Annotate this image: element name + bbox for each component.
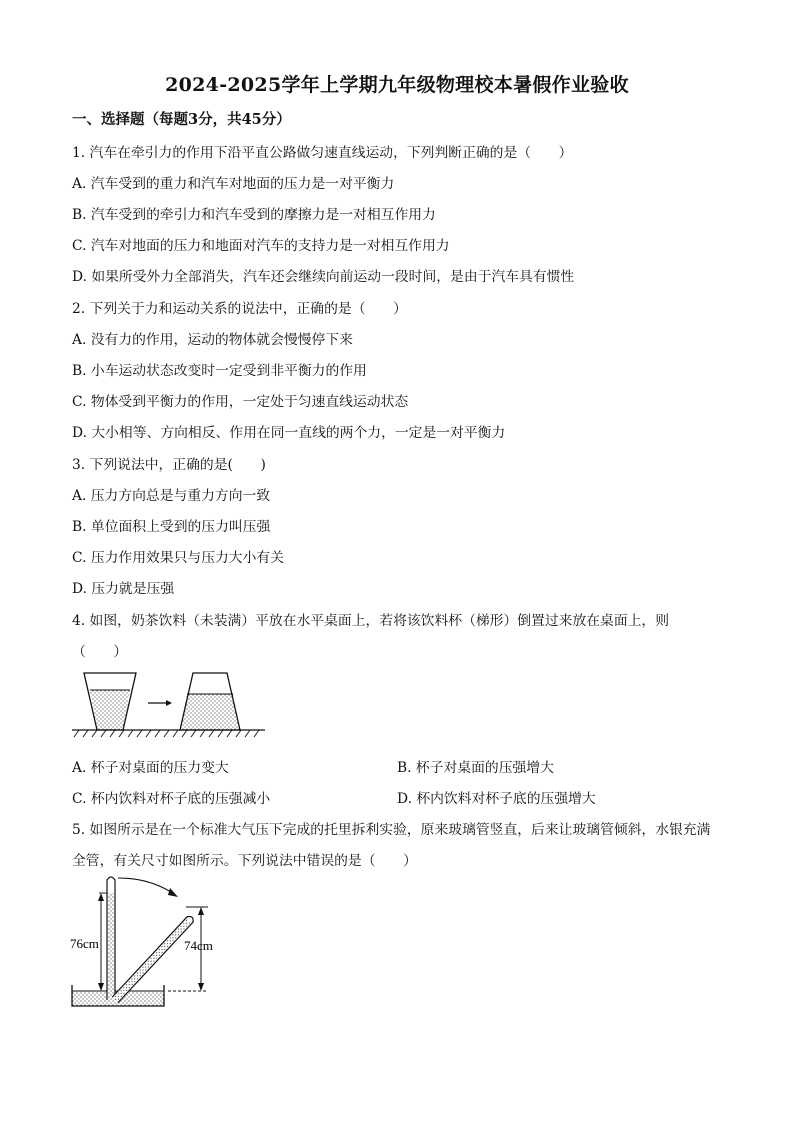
- q1-option-c[interactable]: C. 汽车对地面的压力和地面对汽车的支持力是一对相互作用力: [72, 238, 450, 254]
- q3-stem: 3. 下列说法中，正确的是( ): [72, 457, 266, 473]
- q4-cup-figure: [70, 668, 270, 743]
- inclined-tube-mercury: [112, 918, 192, 1002]
- q5-stem-line1: 5. 如图所示是在一个标准大气压下完成的托里拆利实验，原来玻璃管竖直，后来让玻璃管倾斜，水银充满: [72, 822, 711, 838]
- vertical-tube-mercury: [107, 893, 115, 1000]
- q2-stem: 2. 下列关于力和运动关系的说法中，正确的是（ ）: [72, 301, 407, 317]
- label-74cm: 74cm: [184, 938, 213, 953]
- q5-torricelli-figure: [68, 872, 238, 1012]
- section-heading: 一、选择题（每题3分，共45分）: [72, 111, 291, 128]
- q3-option-b[interactable]: B. 单位面积上受到的压力叫压强: [72, 519, 271, 535]
- q2-option-a[interactable]: A. 没有力的作用，运动的物体就会慢慢停下来: [72, 332, 353, 348]
- q4-option-a[interactable]: A. 杯子对桌面的压力变大: [72, 760, 229, 776]
- label-76cm: 76cm: [70, 936, 99, 951]
- q4-option-b[interactable]: B. 杯子对桌面的压强增大: [397, 760, 554, 776]
- q1-stem: 1. 汽车在牵引力的作用下沿平直公路做匀速直线运动，下列判断正确的是（ ）: [72, 145, 573, 161]
- q1-option-a[interactable]: A. 汽车受到的重力和汽车对地面的压力是一对平衡力: [72, 176, 395, 192]
- q3-option-a[interactable]: A. 压力方向总是与重力方向一致: [72, 488, 271, 504]
- q3-option-d[interactable]: D. 压力就是压强: [72, 581, 175, 597]
- q4-stem-line2: （ ）: [72, 644, 128, 660]
- q2-option-c[interactable]: C. 物体受到平衡力的作用，一定处于匀速直线运动状态: [72, 394, 409, 410]
- q4-stem-line1: 4. 如图，奶茶饮料（未装满）平放在水平桌面上，若将该饮料杯（梯形）倒置过来放在桌面上，则: [72, 613, 670, 629]
- q3-option-c[interactable]: C. 压力作用效果只与压力大小有关: [72, 550, 284, 566]
- q4-option-d[interactable]: D. 杯内饮料对杯子底的压强增大: [397, 791, 596, 807]
- q1-option-b[interactable]: B. 汽车受到的牵引力和汽车受到的摩擦力是一对相互作用力: [72, 207, 436, 223]
- q4-option-c[interactable]: C. 杯内饮料对杯子底的压强减小: [72, 791, 271, 807]
- q2-option-b[interactable]: B. 小车运动状态改变时一定受到非平衡力的作用: [72, 363, 367, 379]
- curved-arrow-icon: [118, 878, 174, 894]
- cup-inverted-liquid: [180, 694, 240, 730]
- q2-option-d[interactable]: D. 大小相等、方向相反、作用在同一直线的两个力，一定是一对平衡力: [72, 425, 506, 441]
- q1-option-d[interactable]: D. 如果所受外力全部消失，汽车还会继续向前运动一段时间，是由于汽车具有惯性: [72, 269, 575, 285]
- q5-stem-line2: 全管，有关尺寸如图所示。下列说法中错误的是（ ）: [72, 853, 417, 869]
- page-title: 2024-2025学年上学期九年级物理校本暑假作业验收: [165, 74, 629, 96]
